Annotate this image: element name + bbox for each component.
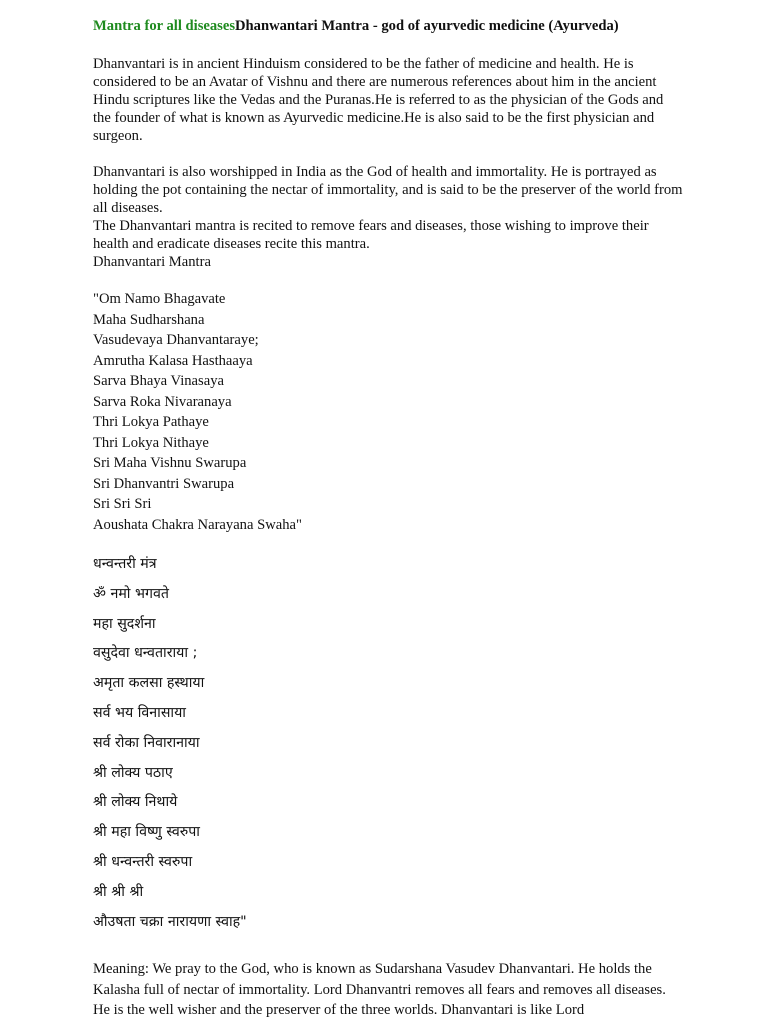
document-page <box>93 17 683 1021</box>
mantra-english-line: Sarva Roka Nivaranaya <box>93 393 232 410</box>
mantra-english-line: Amrutha Kalasa Hasthaaya <box>93 352 253 369</box>
mantra-english-line: Sri Maha Vishnu Swarupa <box>93 455 247 471</box>
mantra-english-line: Thri Lokya Nithaye <box>93 434 209 451</box>
mantra-english-line: Maha Sudharshana <box>93 311 205 328</box>
mantra-devanagari-line: श्री लोक्य पठाए <box>93 764 173 781</box>
recitation-paragraph: The Dhanvantari mantra is recited to remove fears and diseases, those wishing to improve their health and eradicate diseases recite this mantra. <box>93 218 649 252</box>
mantra-english-line: Vasudevaya Dhanvantaraye; <box>93 332 259 348</box>
mantra-devanagari-line: श्री श्री श्री <box>93 883 144 900</box>
mantra-devanagari-line: ॐ नमो भगवते <box>93 585 169 602</box>
mantra-devanagari-line: सर्व रोका निवारानाया <box>93 734 200 751</box>
mantra-english-line: Thri Lokya Pathaye <box>93 414 209 430</box>
mantra-devanagari-line: श्री महा विष्णु स्वरुपा <box>93 824 200 841</box>
mantra-devanagari-line: महा सुदर्शना <box>93 615 156 632</box>
mantra-devanagari-line: औउषता चक्रा नारायणा स्वाह" <box>93 913 247 930</box>
document-title <box>93 17 683 37</box>
title-heading: Dhanwantari Mantra - god of ayurvedic medicine (Ayurveda) <box>235 18 619 34</box>
mantra-devanagari-line: अमृता कलसा हस्थाया <box>93 675 205 692</box>
intro-paragraph: Dhanvantari is in ancient Hinduism considered to be the father of medicine and health. He is considered to be an Avatar of Vishnu and there are numerous references about him in the ancient Hindu scriptures like the Vedas and the Puranas.He is referred to as the physician of the Gods and the founder of what is known as Ayurvedic medicine.He is also said to be the first physician and surgeon. <box>93 56 664 144</box>
mantra-devanagari-line: श्री धन्वन्तरी स्वरुपा <box>93 853 193 870</box>
mantra-english-line: Sri Dhanvantri Swarupa <box>93 475 235 492</box>
mantra-devanagari-line: सर्व भय विनासाया <box>93 704 186 721</box>
mantra-devanagari <box>93 550 683 937</box>
worship-paragraph: Dhanvantari is also worshipped in India as the God of health and immortality. He is portrayed as holding the pot containing the nectar of immortality, and is said to be the preserver of the world from all diseases. <box>93 164 683 216</box>
mantra-english-line: Sri Sri Sri <box>93 496 152 512</box>
mantra-english-line: "Om Namo Bhagavate <box>93 291 226 307</box>
mantra-english <box>93 289 683 535</box>
mantra-devanagari-line: धन्वन्तरी मंत्र <box>93 556 157 572</box>
mantra-devanagari-line: वसुदेवा धन्वताराया ; <box>93 645 198 662</box>
mantra-english-line: Aoushata Chakra Narayana Swaha" <box>93 516 302 533</box>
title-link[interactable]: Mantra for all diseases <box>93 18 236 34</box>
mantra-devanagari-line: श्री लोक्य निथाये <box>93 794 178 811</box>
meaning-paragraph: Meaning: We pray to the God, who is known as Sudarshana Vasudev Dhanvantari. He holds the Kalasha full of nectar of immortality. Lord Dhanvantri removes all fears and removes all diseases. He is the well wisher and the preserver of the three worlds. Dhanvantari is like Lord <box>93 961 666 1019</box>
mantra-english-line: Sarva Bhaya Vinasaya <box>93 373 224 389</box>
mantra-heading: Dhanvantari Mantra <box>93 254 211 270</box>
